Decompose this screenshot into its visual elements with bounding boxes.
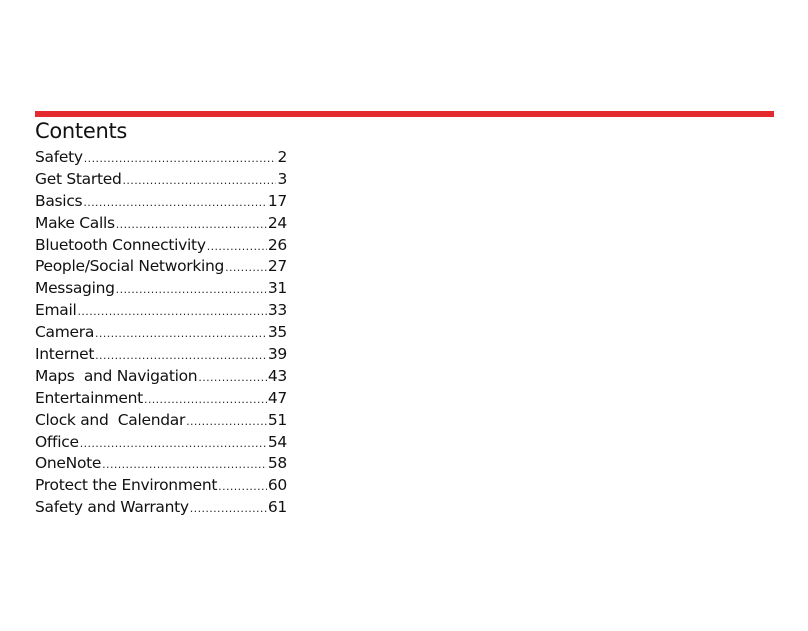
toc-entry-people-social-networking[interactable] [35,256,287,278]
toc-entry-page: 60 [267,476,287,495]
toc-entry-page: 39 [267,345,287,364]
dot-leader [102,454,267,475]
toc-entry-page: 24 [267,213,287,232]
toc-entry-label: Office [35,432,79,451]
toc-entry-page: 43 [267,366,287,385]
header-red-rule [35,111,774,117]
toc-entry-label: Get Started [35,169,122,188]
toc-entry-page: 61 [267,498,287,517]
toc-entry-page: 3 [277,169,287,188]
toc-entry-page: 27 [267,257,287,276]
dot-leader [95,345,267,366]
dot-leader [198,367,267,388]
toc-entry-entertainment[interactable] [35,388,287,410]
dot-leader [207,236,267,257]
toc-entry-clock-and-calendar[interactable] [35,410,287,432]
toc-entry-camera[interactable] [35,322,287,344]
toc-entry-page: 35 [267,323,287,342]
dot-leader [186,411,267,432]
toc-entry-make-calls[interactable] [35,213,287,235]
toc-entry-page: 17 [267,191,287,210]
toc-entry-page: 2 [277,148,287,166]
toc-entry-get-started[interactable] [35,169,287,191]
toc-entry-label: Protect the Environment [35,476,218,495]
toc-entry-page: 47 [267,388,287,407]
toc-entry-safety[interactable] [35,147,287,169]
dot-leader [123,170,277,191]
toc-entry-basics[interactable] [35,191,287,213]
toc-entry-page: 54 [267,432,287,451]
toc-entry-onenote[interactable] [35,453,287,475]
toc-entry-page: 58 [267,454,287,473]
toc-entry-label: Make Calls [35,213,115,232]
dot-leader [83,192,267,213]
dot-leader [78,301,267,322]
dot-leader [190,498,267,519]
toc-entry-page: 26 [267,235,287,254]
dot-leader [144,389,267,410]
toc-entry-internet[interactable] [35,344,287,366]
toc-entry-label: Email [35,301,77,320]
toc-entry-page: 51 [267,410,287,429]
toc-entry-label: Clock and Calendar [35,410,186,429]
toc-entry-bluetooth-connectivity[interactable] [35,235,287,257]
toc-entry-label: Entertainment [35,388,143,407]
dot-leader [95,323,267,344]
toc-entry-label: Bluetooth Connectivity [35,235,206,254]
toc-entry-label: People/Social Networking [35,257,225,276]
dot-leader [116,279,267,300]
toc-entry-label: Basics [35,191,83,210]
toc-entry-maps-and-navigation[interactable] [35,366,287,388]
table-of-contents [35,147,287,519]
dot-leader [84,148,277,169]
toc-entry-email[interactable] [35,300,287,322]
toc-entry-messaging[interactable] [35,278,287,300]
toc-entry-protect-the-environment[interactable] [35,475,287,497]
toc-entry-label: Camera [35,323,95,342]
toc-entry-page: 31 [267,279,287,298]
dot-leader [80,433,267,454]
dot-leader [116,214,267,235]
toc-entry-label: OneNote [35,454,102,473]
toc-entry-label: Safety [35,148,83,166]
toc-entry-label: Maps and Navigation [35,366,198,385]
toc-entry-label: Safety and Warranty [35,498,189,517]
toc-entry-page: 33 [267,301,287,320]
toc-entry-label: Internet [35,345,95,364]
toc-entry-safety-and-warranty[interactable] [35,497,287,519]
contents-title: Contents [35,119,128,143]
toc-entry-label: Messaging [35,279,115,298]
dot-leader [225,257,267,278]
toc-entry-office[interactable] [35,432,287,454]
dot-leader [218,476,267,497]
